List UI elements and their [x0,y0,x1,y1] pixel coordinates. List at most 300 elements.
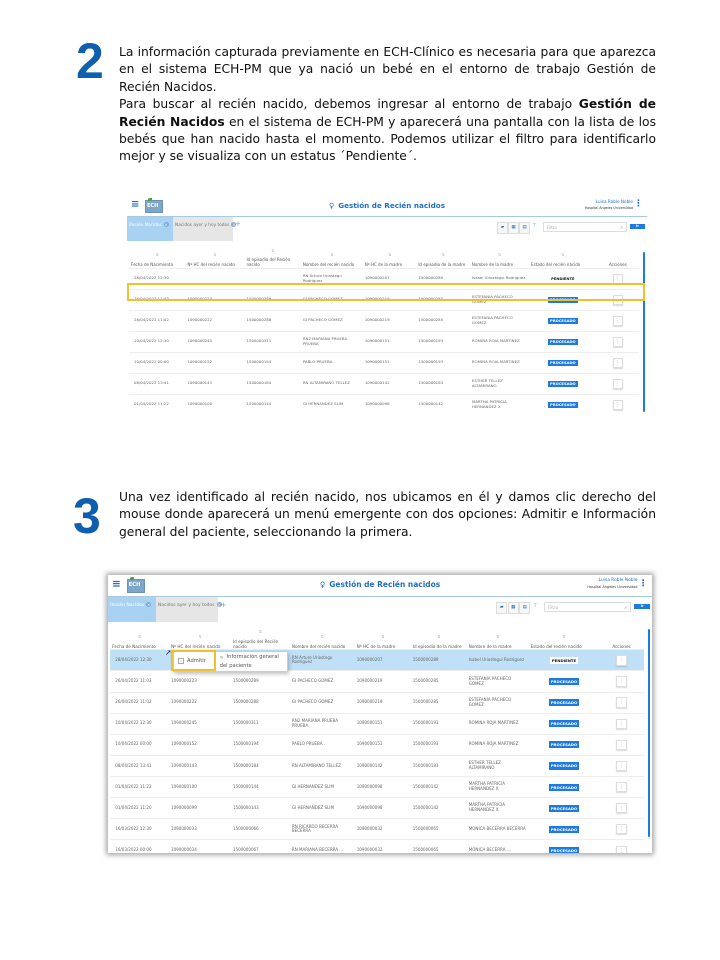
cell-nombre-rn [301,310,363,331]
column-header[interactable] [185,246,244,268]
cell-text: 1090000151 [364,359,390,365]
status-badge-procesado: PROCESADO [549,826,580,833]
status-badge-procesado: PROCESADO [549,805,580,812]
column-header[interactable] [416,246,470,268]
cell-madre [470,352,529,373]
table-row[interactable] [110,755,644,776]
cell-text: 1090000143 [187,380,213,386]
cell-ep-madre [411,819,467,840]
more-options-icon[interactable]: ⋮ [638,578,648,590]
sort-icon[interactable]: ⇅ [198,633,202,639]
sort-icon[interactable]: ⇅ [330,252,334,258]
row-actions-button[interactable]: ⋮ [616,740,626,750]
row-actions-button[interactable]: ⋮ [613,316,623,326]
cell-actions [599,692,643,713]
cell-ep-madre [411,713,467,734]
document-icon[interactable]: ▤ [519,602,530,614]
top-bar [108,575,652,597]
cell-fecha [110,671,169,692]
cell-nombre-rn [301,373,363,394]
cell-text: 10/04/2022 00:00 [134,359,169,365]
cell-nombre-rn [290,777,355,798]
cell-ep-rn [245,373,301,394]
cell-text: 1090000245 [187,338,213,344]
text-run: La información capturada previamente en ECH-Clínico es necesaria para que aparezca en el sistema ECH-PM que ya nació un bebé en el entorno de trabajo Gestión de Recién Nacidos. [119,45,656,94]
header-row [110,627,644,650]
vertical-scrollbar[interactable] [648,629,650,837]
table-row[interactable] [110,713,644,734]
app-title-text: Gestión de Recién nacidos [338,201,445,210]
cell-text: 08/04/2022 13:41 [134,380,169,386]
cell-text: RN ALTAMIRANO TELLEZ [302,380,350,386]
cell-text: ESTHER TELLEZ ALTAMIRANO [471,377,503,388]
row-actions-button[interactable]: ⋮ [616,824,626,834]
cell-estado [529,373,597,394]
cell-hc-madre [363,331,417,352]
cell-text: 1090000223 [187,296,213,302]
cell-text: ESTEFANIA PACHECO GOMEZ [471,314,513,325]
cell-hc-madre [355,777,411,798]
cell-madre [470,310,529,331]
cell-ep-rn [231,734,290,755]
column-header[interactable] [169,627,231,650]
cell-hc-madre [363,394,417,414]
column-header[interactable] [363,246,417,268]
column-header[interactable] [231,627,290,650]
sort-icon[interactable]: ⇅ [497,252,502,258]
user-name[interactable]: Luisa Roble Noble [598,578,638,584]
go-button[interactable]: Ir [630,224,645,229]
cell-ep-rn [231,777,290,798]
hospital-name: Hospital Ángeles Universidad [584,206,633,210]
bold-text: Gestión de Recién Nacidos [119,97,656,129]
cell-text: RN RICARDO BECERRA BECERRA [291,823,338,834]
cell-estado [529,331,597,352]
cell-ep-madre [416,331,470,352]
header-row [129,246,639,268]
cell-text: 1500000193 [412,720,439,726]
cell-text: 1090000098 [356,783,383,789]
cell-madre [467,840,529,853]
cell-text: 1500000144 [232,783,259,789]
cell-text: ROMINA ROJA MARTINEZ [471,338,520,344]
sort-icon[interactable]: ⇅ [381,633,385,639]
cell-hc-rn [185,373,244,394]
cell-ep-rn [231,798,290,819]
column-header-label: Acciones [608,261,627,267]
cell-text: 16/03/2022 12:30 [115,825,152,831]
folder-icon[interactable]: ▰ [497,222,508,234]
cell-text: 1090000219 [356,699,383,705]
column-header[interactable] [597,246,639,268]
cell-text: 1500000285 [418,317,444,323]
sort-icon[interactable]: ⇅ [258,628,263,634]
row-actions-button[interactable]: ⋮ [616,782,626,792]
row-actions-button[interactable]: ⋮ [613,358,623,368]
cell-nombre-rn [290,840,355,853]
cell-estado [529,671,600,692]
add-tab-button[interactable]: + [220,599,227,609]
cell-text: GI HERNANDEZ SLIM [291,783,334,789]
cell-actions [599,671,643,692]
cell-nombre-rn [301,394,363,414]
cell-text: RN2 MARIANA PRUEBA PRUEBA [291,717,339,728]
table-row[interactable] [129,331,639,352]
cell-text: 01/04/2022 11:20 [115,804,152,810]
cell-actions [597,394,639,414]
folder-icon[interactable]: ▰ [496,602,507,614]
filter-input[interactable] [544,602,631,612]
row-actions-button[interactable]: ⋮ [613,295,623,305]
cell-hc-rn [169,734,231,755]
cell-text: 1090000207 [356,657,383,663]
status-badge-procesado: PROCESADO [549,847,580,853]
cell-ep-madre [411,755,467,776]
sort-icon[interactable]: ⇅ [271,247,275,253]
status-badge-procesado: PROCESADO [549,741,580,748]
app-screenshot-2 [108,575,652,853]
cell-madre [467,734,529,755]
table-row[interactable] [129,394,639,414]
cell-ep-madre [411,692,467,713]
more-options-icon[interactable]: ⋮ [634,199,643,209]
cell-text: 1500000144 [246,401,272,407]
cell-text: 1090000142 [356,762,383,768]
row-actions-button[interactable]: ⋮ [616,676,626,686]
cell-hc-rn [169,840,231,853]
cell-text: 1500000193 [418,338,444,344]
cell-text: 1500000311 [232,720,259,726]
status-badge-procesado: PROCESADO [549,699,580,706]
cell-text: GI PACHECO GOMEZ [291,699,334,705]
user-info [587,578,637,590]
cell-hc-madre [363,373,417,394]
cell-fecha [110,692,169,713]
cell-nombre-rn [290,755,355,776]
cell-text: 1500000311 [246,338,272,344]
cell-madre [467,713,529,734]
add-tab-button[interactable]: + [235,220,241,228]
cell-text: GI PACHECO GOMEZ [291,678,334,684]
logo-text: ECH [147,203,159,209]
cell-fecha [110,650,169,671]
row-actions-button[interactable]: ⋮ [616,719,626,729]
tab-nacidos-ayer-hoy[interactable] [156,597,221,622]
column-header-label: Nombre de la madre [471,261,514,267]
table-row[interactable] [110,734,644,755]
cell-estado [529,819,600,840]
cell-estado [529,352,597,373]
table-row[interactable] [110,692,644,713]
filter-icon[interactable]: ⊤ [533,604,538,610]
cell-hc-madre [355,819,411,840]
cell-ep-madre [411,840,467,853]
sort-icon[interactable]: ⇅ [137,633,142,639]
cell-text: 1090000143 [171,762,197,768]
status-badge-procesado: PROCESADO [549,720,580,727]
sort-icon[interactable]: ⇅ [561,252,565,258]
cell-text: 01/04/2022 11:22 [115,783,152,789]
row-actions-button[interactable]: ⋮ [616,803,626,813]
cell-estado [529,692,600,713]
sort-icon[interactable]: ⇅ [441,252,445,258]
cell-text: 1090000099 [171,804,197,810]
tab-close-icon[interactable]: × [147,602,151,608]
cell-ep-rn [245,331,301,352]
cell-ep-madre [411,671,467,692]
cell-text: MONICA BECERRA BECERRA [468,825,526,831]
grid-icon[interactable]: ▦ [508,602,519,614]
cell-text: 1500000183 [412,762,439,768]
cell-ep-rn [245,352,301,373]
cell-actions [599,713,643,734]
hospital-name: Hospital Ángeles Universidad [587,585,638,590]
cell-actions [599,777,643,798]
cell-madre [467,819,529,840]
cell-fecha [110,777,169,798]
cell-text: MONICA BECERRA ... [468,847,511,853]
column-header-label: Nº HC del recién nacido [187,261,235,267]
cell-text: 1090000223 [171,678,197,684]
table-row[interactable] [110,671,644,692]
cell-nombre-rn [301,352,363,373]
cell-estado [529,755,600,776]
cell-text: MARTHA PATRICIA HERNANDEZ X [468,802,505,813]
cell-text: 1500000142 [412,783,439,789]
column-header[interactable] [290,627,355,650]
status-badge-pendiente: PENDIENTE [550,657,578,664]
cell-text: GI PACHECO GOMEZ [302,296,343,302]
cell-fecha [110,755,169,776]
cell-madre [470,373,529,394]
cell-nombre-rn [290,819,355,840]
table-row[interactable] [129,373,639,394]
table-row[interactable] [110,798,644,819]
vertical-scrollbar[interactable] [643,252,645,412]
cell-text: Isabel Uriostegui Rodriguez [471,275,526,281]
grid-icon[interactable]: ▦ [508,222,519,234]
cell-text: 1500000194 [246,359,272,365]
cell-text: 1090000151 [364,338,390,344]
cell-text: 1090000098 [364,401,390,407]
cell-fecha [110,713,169,734]
table-row[interactable] [110,777,644,798]
column-header[interactable] [529,627,600,650]
text-run: Una vez identificado al recién nacido, nos ubicamos en él y damos clic derecho del mouse donde aparecerá un menú emergente con dos opciones: Admitir e Información general del paciente, seleccionando la primera. [119,490,656,539]
row-actions-button[interactable]: ⋮ [613,400,623,410]
cell-text: 1090000219 [356,678,383,684]
cell-text: 1500000143 [232,804,259,810]
cell-actions [599,755,643,776]
tab-nacidos-ayer-hoy[interactable] [173,217,236,241]
search-icon[interactable]: ⌕ [624,605,628,612]
cell-text: 1500000193 [418,359,444,365]
cell-text: 1090000098 [356,804,383,810]
menu-icon[interactable]: ≡ [131,199,140,210]
row-actions-button[interactable]: ⋮ [616,846,626,854]
tab-recien-nacidos[interactable] [127,217,173,241]
table-row[interactable] [110,840,644,853]
cell-madre [467,692,529,713]
cell-hc-rn [169,671,231,692]
tab-label: Nacidos ayer y hoy todos [157,603,215,609]
cell-fecha [129,352,185,373]
status-badge-procesado: PROCESADO [550,402,576,407]
context-menu-label: Información general del paciente [219,653,279,669]
filter-placeholder: Filtro [547,225,557,230]
cell-hc-madre [355,713,411,734]
status-badge-pendiente: PENDIENTE [551,276,575,281]
cell-text: ESTEFANIA PACHECO GOMEZ [468,675,512,686]
column-header[interactable] [599,627,643,650]
cell-text: ESTEFANIA PACHECO GOMEZ [471,293,513,304]
user-name[interactable]: Luisa Roble Noble [595,199,633,204]
row-actions-button[interactable]: ⋮ [613,274,623,284]
row-actions-button[interactable]: ⋮ [616,761,626,771]
cell-estado [529,650,600,671]
app-title [127,201,647,210]
cell-text: 1090000222 [171,699,197,705]
sort-icon[interactable]: ⇅ [155,252,159,258]
table-row[interactable] [129,352,639,373]
cell-ep-madre [416,352,470,373]
text-run: Para buscar al recién nacido, debemos ingresar al entorno de trabajo [119,97,579,112]
cell-text: 1090000151 [356,720,383,726]
cell-hc-rn [185,331,244,352]
cell-estado [529,777,600,798]
column-header[interactable] [301,246,363,268]
logo-text: ECH [128,582,141,589]
row-actions-button[interactable]: ⋮ [616,655,626,665]
info-icon: ▤ [220,654,224,659]
cell-ep-rn [231,713,290,734]
column-header[interactable] [245,246,301,268]
pending-row-highlight [127,283,645,301]
cell-nombre-rn [290,798,355,819]
cell-hc-rn [185,352,244,373]
row-actions-button[interactable]: ⋮ [616,697,626,707]
cell-estado [529,713,600,734]
cell-text: 28/04/2022 12:30 [134,275,169,281]
tab-close-icon[interactable]: × [232,222,236,227]
text-run: en el sistema de ECH-PM y aparecerá una pantalla con la lista de los bebés que han nacido hasta el momento. Podemos utilizar el filtro para identificarlo mejor y se visualiza con un estatus ´Pendiente´. [119,114,656,164]
tab-close-icon[interactable]: × [164,222,168,227]
tab-recien-nacidos[interactable] [108,597,156,622]
cell-hc-madre [355,650,411,671]
cell-text: MARTHA PATRICIA HERNANDEZ X [468,781,505,792]
sort-icon[interactable]: ⇅ [388,252,392,258]
paragraph [119,96,656,166]
cell-text: 1500000142 [418,401,444,407]
table-row[interactable] [110,819,644,840]
cell-madre [467,671,529,692]
cell-fecha [129,373,185,394]
column-header[interactable] [110,627,169,650]
document-icon[interactable]: ▤ [519,222,530,234]
step-number: 2 [76,33,103,89]
search-icon[interactable]: ⌕ [620,225,623,231]
column-header-label: Id episodio de la madre [418,261,466,267]
row-actions-button[interactable]: ⋮ [613,337,623,347]
step-number: 3 [73,488,100,544]
cell-hc-rn [169,819,231,840]
cell-text: RN Arturo Uriostegu Rodriguez [302,272,342,283]
cell-text: 1090000034 [171,847,197,853]
cell-text: 1090000151 [356,741,383,747]
cell-text: 1500000289 [418,275,444,281]
cell-hc-madre [363,310,417,331]
context-menu-item-info-general[interactable] [215,652,287,671]
cell-text: 28/04/2022 12:30 [115,657,152,663]
filter-icon[interactable]: ⊤ [532,224,537,229]
cell-actions [597,331,639,352]
status-badge-procesado: PROCESADO [550,339,576,344]
cell-text: 1500000193 [412,741,439,747]
sort-icon[interactable]: ⇅ [562,633,566,639]
filter-input[interactable] [543,222,627,232]
cell-text: 1090000142 [364,380,390,386]
cell-madre [467,777,529,798]
tab-close-icon[interactable]: × [217,602,221,608]
column-header[interactable] [411,627,467,650]
status-badge-procesado: PROCESADO [550,360,576,365]
column-header[interactable] [467,627,529,650]
cell-ep-rn [231,671,290,692]
row-actions-button[interactable]: ⋮ [613,379,623,389]
admitir-highlight [171,650,216,671]
cell-text: 1500000194 [232,741,259,747]
column-header[interactable] [470,246,529,268]
column-header[interactable] [355,627,411,650]
cell-ep-madre [416,373,470,394]
menu-icon[interactable]: ≡ [112,578,121,591]
column-header[interactable] [529,246,597,268]
cell-text: ROMINA ROJA MARTINEZ [471,359,520,365]
cell-text: RN ALTAMIRANO TELLEZ [291,762,341,768]
cell-text: PABLO PRUEBA . [291,741,326,747]
status-badge-procesado: PROCESADO [550,318,576,323]
cell-text: 1500000142 [412,804,439,810]
sort-icon[interactable]: ⇅ [496,633,500,639]
mouse-cursor-icon: ➚ [165,647,172,657]
cell-text: 1500000183 [418,380,444,386]
app-title [108,580,652,589]
app-screenshot-1 [127,196,647,414]
table-row[interactable] [129,310,639,331]
context-menu-label: Admitir [187,657,206,664]
cell-text: ESTHER TELLEZ ALTAMIRANO [468,760,501,770]
cell-actions [599,798,643,819]
column-header[interactable] [129,246,185,268]
cell-hc-madre [355,692,411,713]
go-button[interactable]: Ir [634,604,650,609]
cell-text: RN2 MARIANA PRUEBA PRUEBA [302,335,348,346]
cell-text: MARTHA PATRICIA HERNANDEZ X [471,399,507,409]
cell-hc-rn [169,755,231,776]
cell-text: 10/04/2022 00:00 [115,741,152,747]
cell-text: 10/04/2022 12:30 [134,338,169,344]
cell-ep-madre [411,777,467,798]
cell-text: 1090000152 [171,741,197,747]
sort-icon[interactable]: ⇅ [437,633,441,639]
cell-text: 1090000219 [364,296,390,302]
cell-hc-madre [363,352,417,373]
column-header-label: Id episodio del Recién nacido [232,638,279,649]
cell-text: Isabel Uriostegui Rodriguez [468,657,525,663]
sort-icon[interactable]: ⇅ [320,633,324,639]
column-header-label: Id episodio de la madre [412,643,462,649]
sort-icon[interactable]: ⇅ [213,252,217,258]
